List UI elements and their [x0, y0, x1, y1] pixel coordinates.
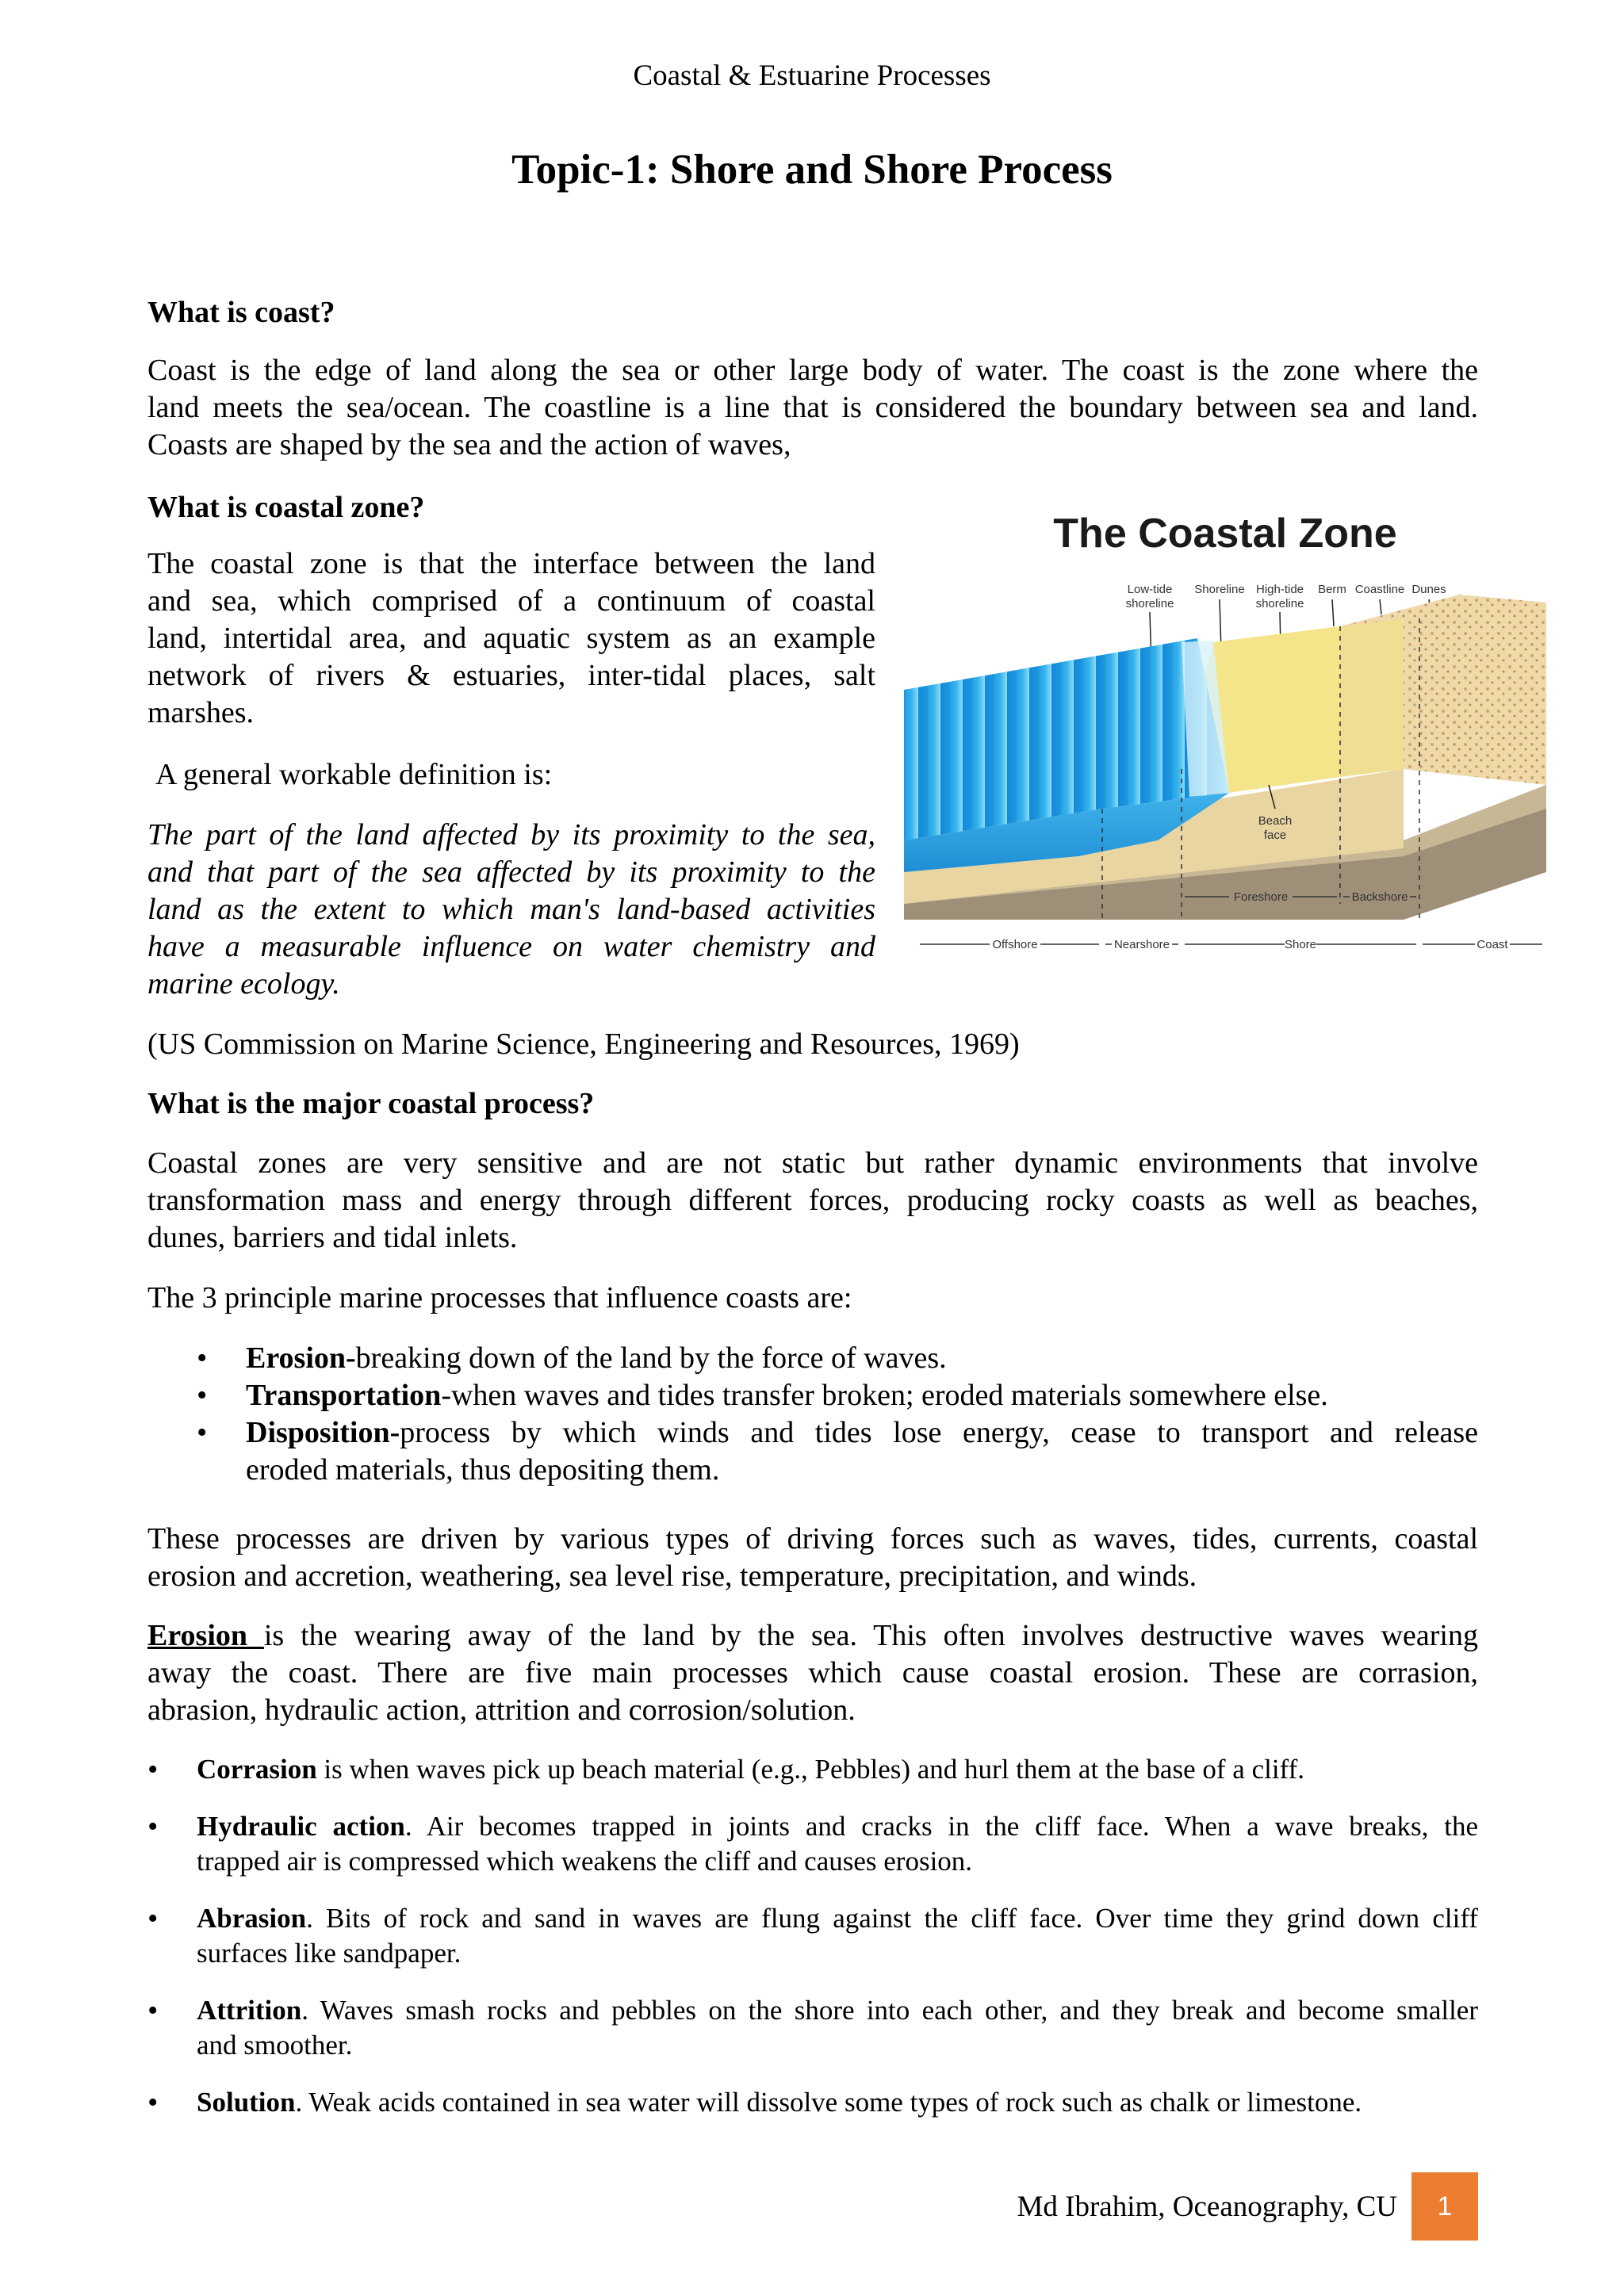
- diagram-title: The Coastal Zone: [1053, 511, 1397, 557]
- text-line: land, intertidal area, and aquatic system as an example: [147, 622, 875, 655]
- item-text: . Bits of rock and sand in waves are flung against the cliff face. Over time they grind down cliff: [306, 1903, 1478, 1934]
- text-line: Coast is the edge of land along the sea or other large body of water. The coast is the zone where the: [147, 354, 1478, 387]
- label-beach-face: Beach: [1258, 814, 1293, 828]
- text-line: and sea, which comprised of a continuum of coastal: [147, 584, 875, 618]
- coastal-zone-diagram: [896, 507, 1554, 967]
- item-term: Erosion-: [246, 1341, 356, 1375]
- label-dunes: Dunes: [1411, 583, 1446, 596]
- label-nearshore: Nearshore: [1113, 938, 1170, 951]
- item-text: process by which winds and tides lose energy, cease to transport and release: [400, 1416, 1478, 1449]
- text-line: have a measurable influence on water chemistry and: [147, 930, 875, 963]
- item-text: and smoother.: [197, 2030, 353, 2061]
- label-berm: Berm: [1318, 583, 1346, 596]
- item-term: Corrasion: [197, 1754, 317, 1785]
- label-backshore: Backshore: [1351, 890, 1408, 904]
- text-line: The part of the land affected by its proximity to the sea,: [147, 818, 875, 851]
- item-text: eroded materials, thus depositing them.: [246, 1453, 720, 1487]
- text-line: network of rivers & estuaries, inter-tidal places, salt: [147, 659, 875, 692]
- item-term: Transportation: [246, 1379, 442, 1412]
- item-term: Solution: [197, 2087, 296, 2118]
- page-title: Topic-1: Shore and Shore Process: [511, 147, 1113, 193]
- label-foreshore: Foreshore: [1233, 890, 1289, 904]
- item-text: trapped air is compressed which weakens the cliff and causes erosion.: [197, 1846, 973, 1877]
- text-line: marshes.: [147, 696, 255, 729]
- label-high-tide: High-tide: [1255, 583, 1304, 596]
- heading-major-coastal-process: What is the major coastal process?: [147, 1087, 595, 1120]
- process-intro: The 3 principle marine processes that influence coasts are:: [147, 1281, 852, 1314]
- running-header: Coastal & Estuarine Processes: [633, 59, 991, 92]
- list-item: • Abrasion. Bits of rock and sand in waves are flung against the cliff face. Over time they grind down cliff surfaces like sandpaper.: [147, 1901, 1478, 1971]
- list-item: • Disposition-process by which winds and tides lose energy, cease to transport and release eroded materials, thus depositing them.: [147, 1414, 1478, 1489]
- text-line: dunes, barriers and tidal inlets.: [147, 1221, 518, 1254]
- list-item: • Solution. Weak acids contained in sea water will dissolve some types of rock such as chalk or limestone.: [147, 2086, 1362, 2119]
- forces-paragraph: [147, 1521, 1478, 1595]
- label-coastline: Coastline: [1354, 583, 1405, 596]
- label-beach-face-2: face: [1263, 828, 1287, 842]
- coast-paragraph: [147, 352, 1478, 464]
- heading-what-is-coastal-zone: What is coastal zone?: [147, 491, 425, 524]
- item-text: -when waves and tides transfer broken; eroded materials somewhere else.: [441, 1379, 1328, 1412]
- label-low-tide: Low-tide: [1127, 583, 1173, 596]
- process-list: [147, 1340, 1478, 1489]
- list-item: • Attrition. Waves smash rocks and pebbles on the shore into each other, and they break and become smaller and smoother.: [147, 1993, 1478, 2063]
- item-text: . Waves smash rocks and pebbles on the shore into each other, and they break and become smaller: [301, 1995, 1478, 2026]
- label-high-tide-2: shoreline: [1255, 597, 1304, 610]
- text-line: abrasion, hydraulic action, attrition and corrosion/solution.: [147, 1693, 856, 1727]
- list-item: • Corrasion is when waves pick up beach material (e.g., Pebbles) and hurl them at the base of a cliff.: [147, 1753, 1304, 1786]
- item-term: Hydraulic action: [197, 1811, 405, 1842]
- text-line: These processes are driven by various types of driving forces such as waves, tides, currents, coastal: [147, 1522, 1478, 1556]
- item-text: . Weak acids contained in sea water will dissolve some types of rock such as chalk or limestone.: [295, 2087, 1362, 2118]
- label-shore: Shore: [1284, 938, 1317, 951]
- definition-intro: A general workable definition is:: [155, 758, 553, 791]
- page-number: 1: [1411, 2172, 1478, 2241]
- label-coast: Coast: [1477, 938, 1508, 951]
- text-line: Coastal zones are very sensitive and are not static but rather dynamic environments that involve: [147, 1146, 1478, 1180]
- item-text: breaking down of the land by the force of waves.: [355, 1341, 947, 1375]
- item-text: . Air becomes trapped in joints and cracks in the cliff face. When a wave breaks, the: [404, 1811, 1478, 1842]
- erosion-term: Erosion: [147, 1619, 264, 1652]
- item-term: Disposition-: [246, 1416, 400, 1449]
- text-line: marine ecology.: [147, 967, 340, 1001]
- item-text: surfaces like sandpaper.: [197, 1938, 462, 1969]
- text-line: erosion and accretion, weathering, sea level rise, temperature, precipitation, and winds.: [147, 1559, 1197, 1593]
- item-text: is when waves pick up beach material (e.g., Pebbles) and hurl them at the base of a cliff.: [316, 1754, 1304, 1785]
- list-item: • Erosion-breaking down of the land by the force of waves.: [197, 1341, 947, 1375]
- erosion-list: [147, 1752, 1478, 2120]
- text-line: is the wearing away of the land by the sea. This often involves destructive waves wearing: [263, 1619, 1478, 1652]
- list-item: • Transportation-when waves and tides transfer broken; eroded materials somewhere else.: [197, 1379, 1328, 1412]
- heading-what-is-coast: What is coast?: [147, 296, 335, 329]
- text-line: and that part of the sea affected by its proximity to the: [147, 855, 875, 889]
- text-line: Coasts are shaped by the sea and the action of waves,: [147, 428, 791, 461]
- list-item: • Hydraulic action. Air becomes trapped in joints and cracks in the cliff face. When a wave breaks, the trapped air is compressed which weakens the cliff and causes erosion.: [147, 1809, 1478, 1879]
- item-term: Abrasion: [197, 1903, 307, 1934]
- erosion-paragraph: [147, 1617, 1478, 1729]
- coastal-zone-paragraph: [147, 545, 875, 732]
- text-line: land meets the sea/ocean. The coastline is a line that is considered the boundary between sea and land.: [147, 391, 1478, 424]
- process-paragraph: [147, 1145, 1478, 1257]
- label-offshore: Offshore: [992, 938, 1038, 951]
- footer-author: Md Ibrahim, Oceanography, CU: [1017, 2191, 1397, 2223]
- item-term: Attrition: [197, 1995, 302, 2026]
- label-shoreline: Shoreline: [1194, 583, 1245, 596]
- definition-quote: [147, 817, 875, 1003]
- text-line: transformation mass and energy through different forces, producing rocky coasts as well as beaches,: [147, 1184, 1478, 1217]
- text-line: [147, 1617, 1478, 1655]
- text-line: away the coast. There are five main processes which cause coastal erosion. These are corrasion,: [147, 1656, 1478, 1689]
- citation: (US Commission on Marine Science, Engineering and Resources, 1969): [147, 1027, 1020, 1061]
- label-low-tide-2: shoreline: [1125, 597, 1174, 610]
- text-line: land as the extent to which man's land-based activities: [147, 893, 875, 926]
- text-line: The coastal zone is that the interface between the land: [147, 547, 875, 580]
